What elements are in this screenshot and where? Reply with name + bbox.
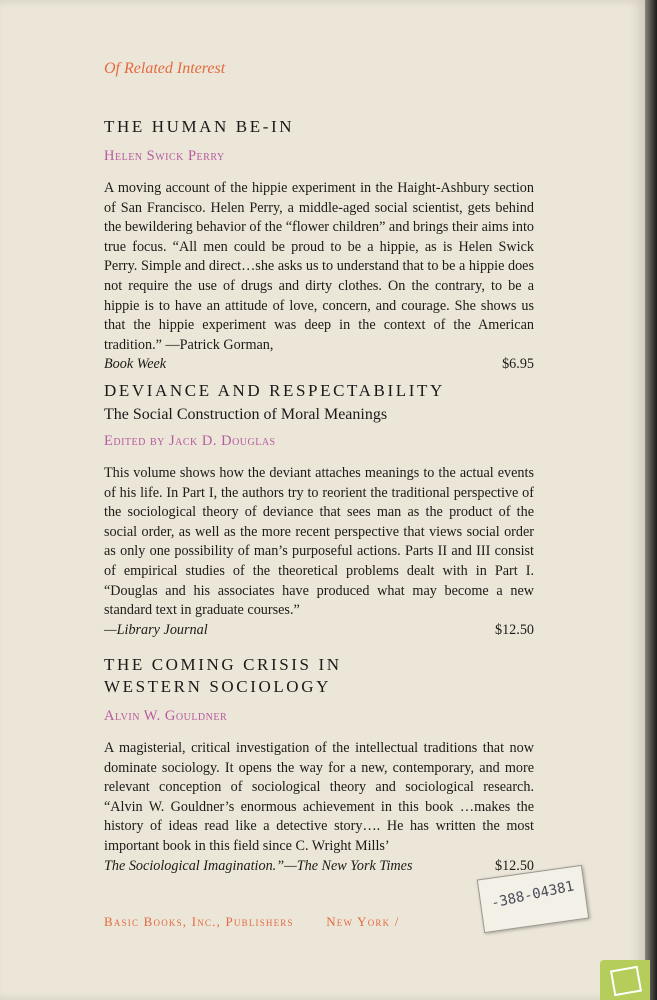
publisher-footer bbox=[104, 914, 400, 930]
book-description bbox=[104, 739, 534, 876]
cover-edge bbox=[645, 0, 657, 1000]
source-price-line bbox=[104, 857, 534, 877]
publisher-city: New York / bbox=[326, 914, 400, 929]
book-subtitle: The Social Construction of Moral Meanings bbox=[104, 406, 388, 423]
book-author: Helen Swick Perry bbox=[104, 148, 225, 164]
book-entry-human-be-in bbox=[104, 116, 534, 375]
related-interest-heading: Of Related Interest bbox=[104, 60, 226, 77]
description-text: This volume shows how the deviant attaches meanings to the actual events of his life. In Part I, the authors try to reorient the traditional perspective of the sociological theory of deviance that sees man as the product of the social order, as well as the more recent perspective that views social order as only one possibility of man’s purposeful actions. Parts II and III consist of empirical studies of the theoretical problems dealt with in Part I. “Douglas and his associates have produced what may become a new standard text in graduate courses.” bbox=[104, 465, 534, 619]
box-icon bbox=[610, 966, 642, 996]
book-entry-deviance bbox=[104, 380, 534, 640]
book-title: DEVIANCE AND RESPECTABILITY bbox=[104, 381, 445, 400]
publisher-name: Basic Books, Inc., Publishers bbox=[104, 914, 294, 929]
book-description bbox=[104, 464, 534, 640]
book-author: Edited by Jack D. Douglas bbox=[104, 433, 276, 449]
book-title-line-1: THE COMING CRISIS IN bbox=[104, 655, 342, 674]
book-price: $12.50 bbox=[494, 857, 534, 874]
source-price-line bbox=[104, 355, 534, 375]
quote-source: —Library Journal bbox=[104, 621, 208, 638]
quote-source: The Sociological Imagination.”—The New York Times bbox=[104, 857, 413, 874]
sticker-code: -388-04381 bbox=[489, 878, 576, 912]
book-price: $6.95 bbox=[502, 356, 534, 373]
book-price: $12.50 bbox=[494, 621, 534, 638]
description-text: A magisterial, critical investigation of the intellectual traditions that now dominate sociology. It opens the way for a new, contemporary, and more relevant conception of sociological theory and sociological research. “Alvin W. Gouldner’s enormous achievement in this book …makes the history of ideas read like a detective story…. He has written the most important book in this field since C. Wright Mills’ bbox=[104, 740, 534, 854]
description-text: A moving account of the hippie experiment in the Haight-Ashbury section of San Francisco. Helen Perry, a middle-aged social scientist, gets behind the bewildering behavior of the “flower children” and brings their aims into true focus. “All men could be proud to be a hippie, as is Helen Swick Perry. Simple and direct…she asks us to understand that to be a hippie does not require the use of drugs and dirty clothes. On the contrary, to be a hippie is to have an attitude of love, concern, and courage. She shows us that the hippie experiment was deep in the context of the American tradition.” —Patrick Gorman, bbox=[104, 180, 534, 353]
book-description bbox=[104, 179, 534, 375]
quote-source: Book Week bbox=[104, 356, 167, 373]
source-price-line bbox=[104, 621, 534, 641]
corner-logo-icon bbox=[600, 960, 650, 1000]
book-entry-coming-crisis bbox=[104, 654, 534, 876]
book-title-line-2: WESTERN SOCIOLOGY bbox=[104, 677, 331, 696]
book-title: THE HUMAN BE-IN bbox=[104, 117, 295, 136]
book-author: Alvin W. Gouldner bbox=[104, 708, 228, 724]
